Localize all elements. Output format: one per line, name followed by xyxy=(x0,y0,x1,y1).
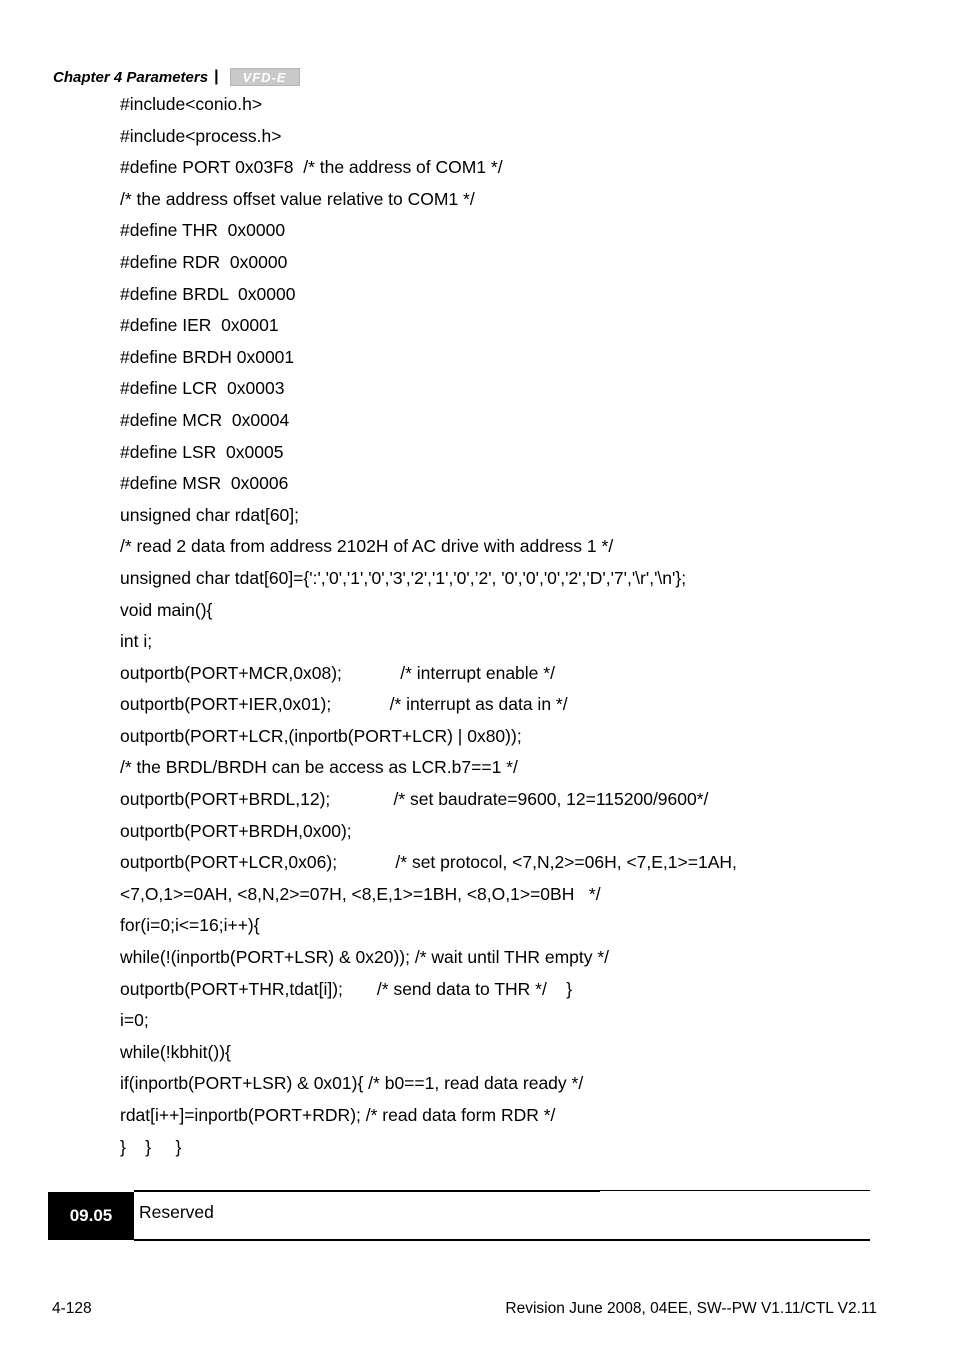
code-line: #define MSR 0x0006 xyxy=(120,473,289,494)
code-line: #define PORT 0x03F8 /* the address of COM1 */ xyxy=(120,157,503,178)
code-line: #define IER 0x0001 xyxy=(120,315,279,336)
code-line: i=0; xyxy=(120,1010,149,1031)
code-line: unsigned char rdat[60]; xyxy=(120,504,300,525)
code-line: /* the BRDL/BRDH can be access as LCR.b7==1 */ xyxy=(120,757,518,778)
code-line: while(!kbhit()){ xyxy=(120,1041,231,1062)
code-line: #define MCR 0x0004 xyxy=(120,409,290,430)
code-line: unsigned char tdat[60]={':','0','1','0','3','2','1','0',’2', '0','0','0','2','D','7','\r','\n'}; xyxy=(120,567,687,588)
code-line: #include<conio.h> xyxy=(120,94,263,114)
code-line: #include<process.h> xyxy=(120,125,282,146)
chapter-title: Chapter 4 Parameters xyxy=(53,68,209,86)
code-line: int i; xyxy=(120,631,153,652)
code-line: if(inportb(PORT+LSR) & 0x01){ /* b0==1, read data ready */ xyxy=(120,1073,584,1094)
code-line: #define BRDL 0x0000 xyxy=(120,283,296,304)
code-line: while(!(inportb(PORT+LSR) & 0x20)); /* wait until THR empty */ xyxy=(120,947,610,968)
parameter-bottom-rule xyxy=(134,1239,870,1241)
code-line: outportb(PORT+LCR,0x06); /* set protocol, <7,N,2>=06H, <7,E,1>=1AH, xyxy=(120,852,737,873)
revision-info: Revision June 2008, 04EE, SW--PW V1.11/CTL V2.11 xyxy=(505,1300,877,1317)
code-line: #define RDR 0x0000 xyxy=(120,251,288,272)
code-line: outportb(PORT+LCR,(inportb(PORT+LCR) | 0x80)); xyxy=(120,725,522,746)
parameter-top-rule-thick xyxy=(134,1190,600,1192)
header-separator: | xyxy=(214,68,219,85)
code-line: outportb(PORT+IER,0x01); /* interrupt as data in */ xyxy=(120,694,568,715)
vfd-e-logo: VFD-E xyxy=(230,68,300,86)
code-line: } } } xyxy=(120,1136,182,1157)
page-number: 4-128 xyxy=(52,1300,92,1317)
code-line: /* read 2 data from address 2102H of AC drive with address 1 */ xyxy=(120,536,614,557)
code-line: #define THR 0x0000 xyxy=(120,220,286,241)
code-line: for(i=0;i<=16;i++){ xyxy=(120,915,260,936)
code-line: /* the address offset value relative to COM1 */ xyxy=(120,188,475,209)
code-line: #define LSR 0x0005 xyxy=(120,441,284,462)
code-listing xyxy=(120,89,920,1163)
code-line: rdat[i++]=inportb(PORT+RDR); /* read data form RDR */ xyxy=(120,1105,556,1125)
code-line: #define BRDH 0x0001 xyxy=(120,346,295,367)
code-line: #define LCR 0x0003 xyxy=(120,378,285,399)
code-line: <7,O,1>=0AH, <8,N,2>=07H, <8,E,1>=1BH, <8,O,1>=0BH */ xyxy=(120,883,601,904)
parameter-row xyxy=(48,1190,870,1242)
page-header xyxy=(53,66,300,88)
parameter-code: 09.05 xyxy=(48,1192,134,1240)
code-line: void main(){ xyxy=(120,599,213,620)
code-line: outportb(PORT+THR,tdat[i]); /* send data to THR */ } xyxy=(120,978,573,999)
parameter-name: Reserved xyxy=(139,1202,214,1222)
code-line: outportb(PORT+BRDL,12); /* set baudrate=9600, 12=115200/9600*/ xyxy=(120,789,709,810)
code-line: outportb(PORT+BRDH,0x00); xyxy=(120,820,352,841)
code-line: outportb(PORT+MCR,0x08); /* interrupt enable */ xyxy=(120,662,555,683)
